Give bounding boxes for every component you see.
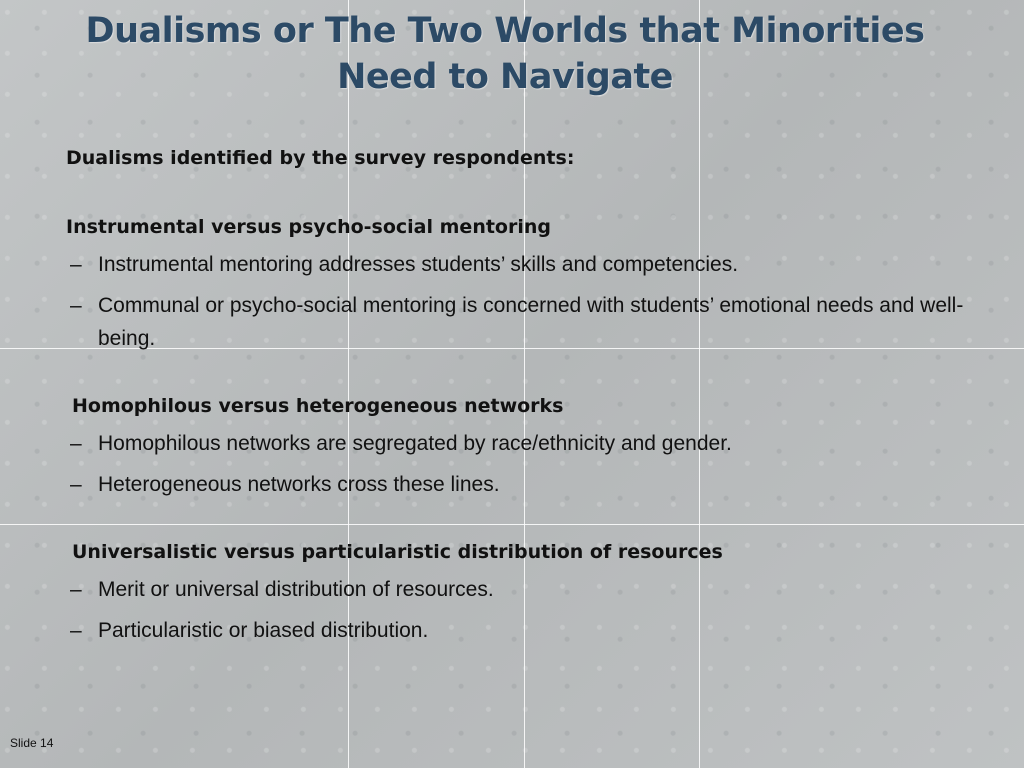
dash-marker: – [70,432,82,455]
list-item [66,614,1006,647]
slide-body [66,140,1006,683]
section-heading: Homophilous versus heterogeneous networks [72,395,564,417]
section-resources [72,537,1006,647]
slide-number: Slide 14 [10,736,54,750]
slide-title: Dualisms or The Two Worlds that Minorities Need to Navigate [85,11,925,97]
list-item-text: Homophilous networks are segregated by race/ethnicity and gender. [98,432,732,455]
list-item-text: Communal or psycho-social mentoring is concerned with students’ emotional needs and well-being. [98,294,964,350]
list-item [66,248,1006,281]
list-item [66,289,1006,355]
dash-marker: – [70,294,82,317]
list-item-text: Particularistic or biased distribution. [98,619,429,642]
section-heading: Universalistic versus particularistic distribution of resources [72,541,723,563]
dash-marker: – [70,578,82,601]
list-item-text: Instrumental mentoring addresses students’ skills and competencies. [98,253,739,276]
dash-marker: – [70,253,82,276]
intro-text: Dualisms identified by the survey respondents: [66,147,575,169]
dash-marker: – [70,619,82,642]
section-networks [72,391,1006,501]
bullet-list [66,248,1006,355]
list-item [66,427,1006,460]
list-item [66,468,1006,501]
list-item-text: Heterogeneous networks cross these lines. [98,473,500,496]
bullet-list [72,427,1006,501]
section-heading: Instrumental versus psycho-social mentoring [66,216,551,238]
bullet-list [72,573,1006,647]
section-mentoring [66,212,1006,355]
list-item-text: Merit or universal distribution of resources. [98,578,494,601]
list-item [66,573,1006,606]
dash-marker: – [70,473,82,496]
